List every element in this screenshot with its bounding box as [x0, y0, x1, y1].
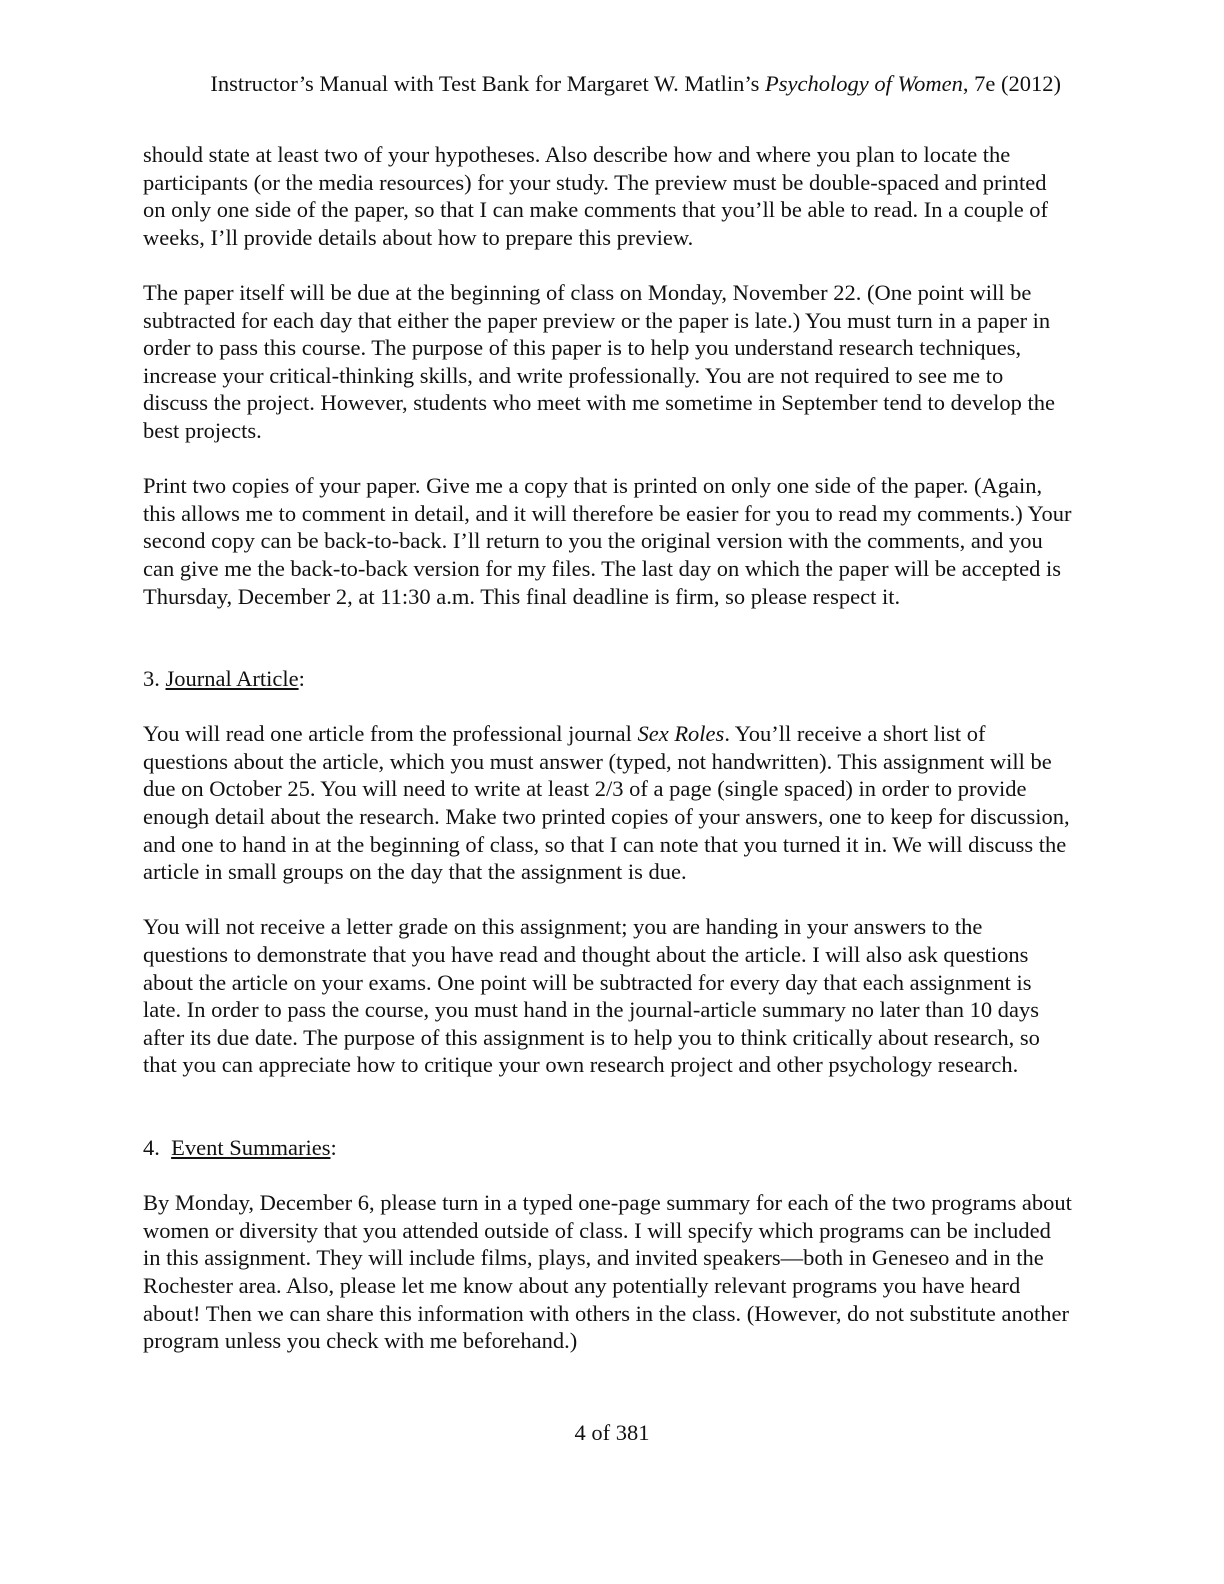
section-title: Event Summaries: [171, 1135, 331, 1160]
paragraph-event-summaries: By Monday, December 6, please turn in a typed one-page summary for each of the two programs about women or diversity that you attended outside of class. I will specify which programs can be included in this assignment. They will include films, plays, and invited speakers—both in Geneseo and in the Rochester area. Also, please let me know about any potentially relevant programs you have heard about! Then we can share this information with others in the class. (However, do not substitute another program unless you check with me beforehand.): [143, 1190, 1072, 1354]
paragraph-print-copies: Print two copies of your paper. Give me a copy that is printed on only one side of the paper. (Again, this allows me to comment in detail, and it will therefore be easier for you to read my comments.) Your second copy can be back-to-back. I’ll return to you the original version with the comments, and you can give me the back-to-back version for my files. The last day on which the paper will be accepted is Thursday, December 2, at 11:30 a.m. This final deadline is firm, so please respect it.: [143, 473, 1072, 609]
header-book-title: Psychology of Women: [765, 71, 963, 96]
header-suffix: , 7e (2012): [962, 71, 1061, 96]
page-number: 4 of 381: [574, 1420, 650, 1445]
section-title: Journal Article: [165, 666, 299, 692]
journal-text-before: You will read one article from the professional journal: [143, 721, 638, 747]
section-heading-journal-article: [143, 665, 1073, 693]
section-number: 4.: [143, 1135, 172, 1160]
paragraph-preview-continued: should state at least two of your hypotheses. Also describe how and where you plan to locate the participants (or the media resources) for your study. The preview must be double-spaced and printed on only one side of the paper, so that I can make comments that you’ll be able to read. In a couple of weeks, I’ll provide details about how to prepare this preview.: [143, 142, 1049, 250]
paragraph-paper-due: The paper itself will be due at the beginning of class on Monday, November 22. (One point will be subtracted for each day that either the paper preview or the paper is late.) You must turn in a paper in order to pass this course. The purpose of this paper is to help you understand research techniques, increase your critical-thinking skills, and write professionally. You are not required to see me to discuss the project. However, students who meet with me sometime in September tend to develop the best projects.: [143, 279, 1056, 443]
body-text: [143, 141, 1073, 1355]
header-prefix: Instructor’s Manual with Test Bank for Margaret W. Matlin’s: [210, 71, 766, 96]
running-header: [210, 70, 1061, 97]
section-colon: :: [298, 666, 305, 692]
journal-text-after: . You’ll receive a short list of questions about the article, which you must answer (typed, not handwritten). This assignment will be due on October 25. You will need to write at least 2/3 of a page (single spaced) in order to provide enough detail about the research. Make two printed copies of your answers, one to keep for discussion, and one to hand in at the beginning of class, so that I can note that you turned it in. We will discuss the article in small groups on the day that the assignment is due.: [143, 721, 1070, 885]
journal-name: Sex Roles: [637, 721, 725, 747]
section-number: 3.: [143, 666, 166, 692]
paragraph-journal-article: [143, 720, 1073, 886]
paragraph-no-letter-grade: You will not receive a letter grade on this assignment; you are handing in your answers to the questions to demonstrate that you have read and thought about the article. I will also ask questions about the article on your exams. One point will be subtracted for every day that each assignment is late. In order to pass the course, you must hand in the journal-article summary no later than 10 days after its due date. The purpose of this assignment is to help you to think critically about research, so that you can appreciate how to critique your own research project and other psychology research.: [143, 914, 1040, 1078]
section-colon: :: [330, 1135, 337, 1160]
section-heading-event-summaries: [143, 1134, 1073, 1162]
